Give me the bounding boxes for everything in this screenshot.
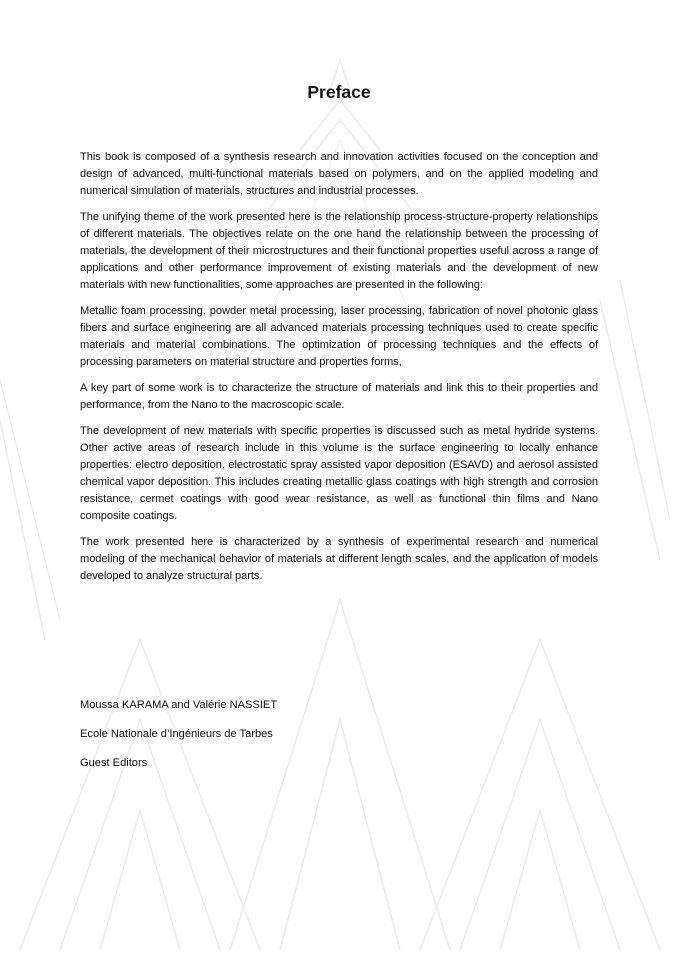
paragraph-2: The unifying theme of the work presented here is the relationship process-structure-property relationships of different materials. The objectives relate on the one hand the relationship between the processing of materials, the development of their microstructures and their functional properties useful across a range of applications and other performance improvement of existing materials and the development of new materials with new functionalities, some approaches are presented in the following: (80, 211, 598, 291)
document-title: Preface (307, 82, 371, 102)
editor-names: Moussa KARAMA and Valérie NASSIET (80, 699, 278, 711)
paragraph-3: Metallic foam processing, powder metal processing, laser processing, fabrication of novel photonic glass fibers and surface engineering are all advanced materials processing techniques used to create specific materials and material combinations. The optimization of processing techniques and the effects of processing parameters on material structure and properties forms, (80, 305, 598, 368)
document-body (80, 149, 598, 594)
paragraph-1: This book is composed of a synthesis research and innovation activities focused on the conception and design of advanced, multi-functional materials based on polymers, and on the applied modeling and numerical simulation of materials, structures and industrial processes. (80, 151, 598, 197)
paragraph-4: A key part of some work is to characterize the structure of materials and link this to their properties and performance, from the Nano to the macroscopic scale. (80, 382, 598, 411)
paragraph-6: The work presented here is characterized by a synthesis of experimental research and numerical modeling of the mechanical behavior of materials at different length scales, and the application of models developed to analyze structural parts. (80, 536, 598, 582)
paragraph-5: The development of new materials with specific properties is discussed such as metal hydride systems. Other active areas of research include in this volume is the surface engineering to locally enhance properties: electro deposition, electrostatic spray assisted vapor deposition (ESAVD) and aerosol assisted chemical vapor deposition. This includes creating metallic glass coatings with high strength and corrosion resistance, cermet coatings with good wear resistance, as well as functional thin films and Nano composite coatings. (80, 425, 598, 522)
signature-block (80, 697, 598, 784)
editor-role: Guest Editors (80, 757, 148, 769)
institution-name: Ecole Nationale d’Ingénieurs de Tarbes (80, 728, 273, 740)
